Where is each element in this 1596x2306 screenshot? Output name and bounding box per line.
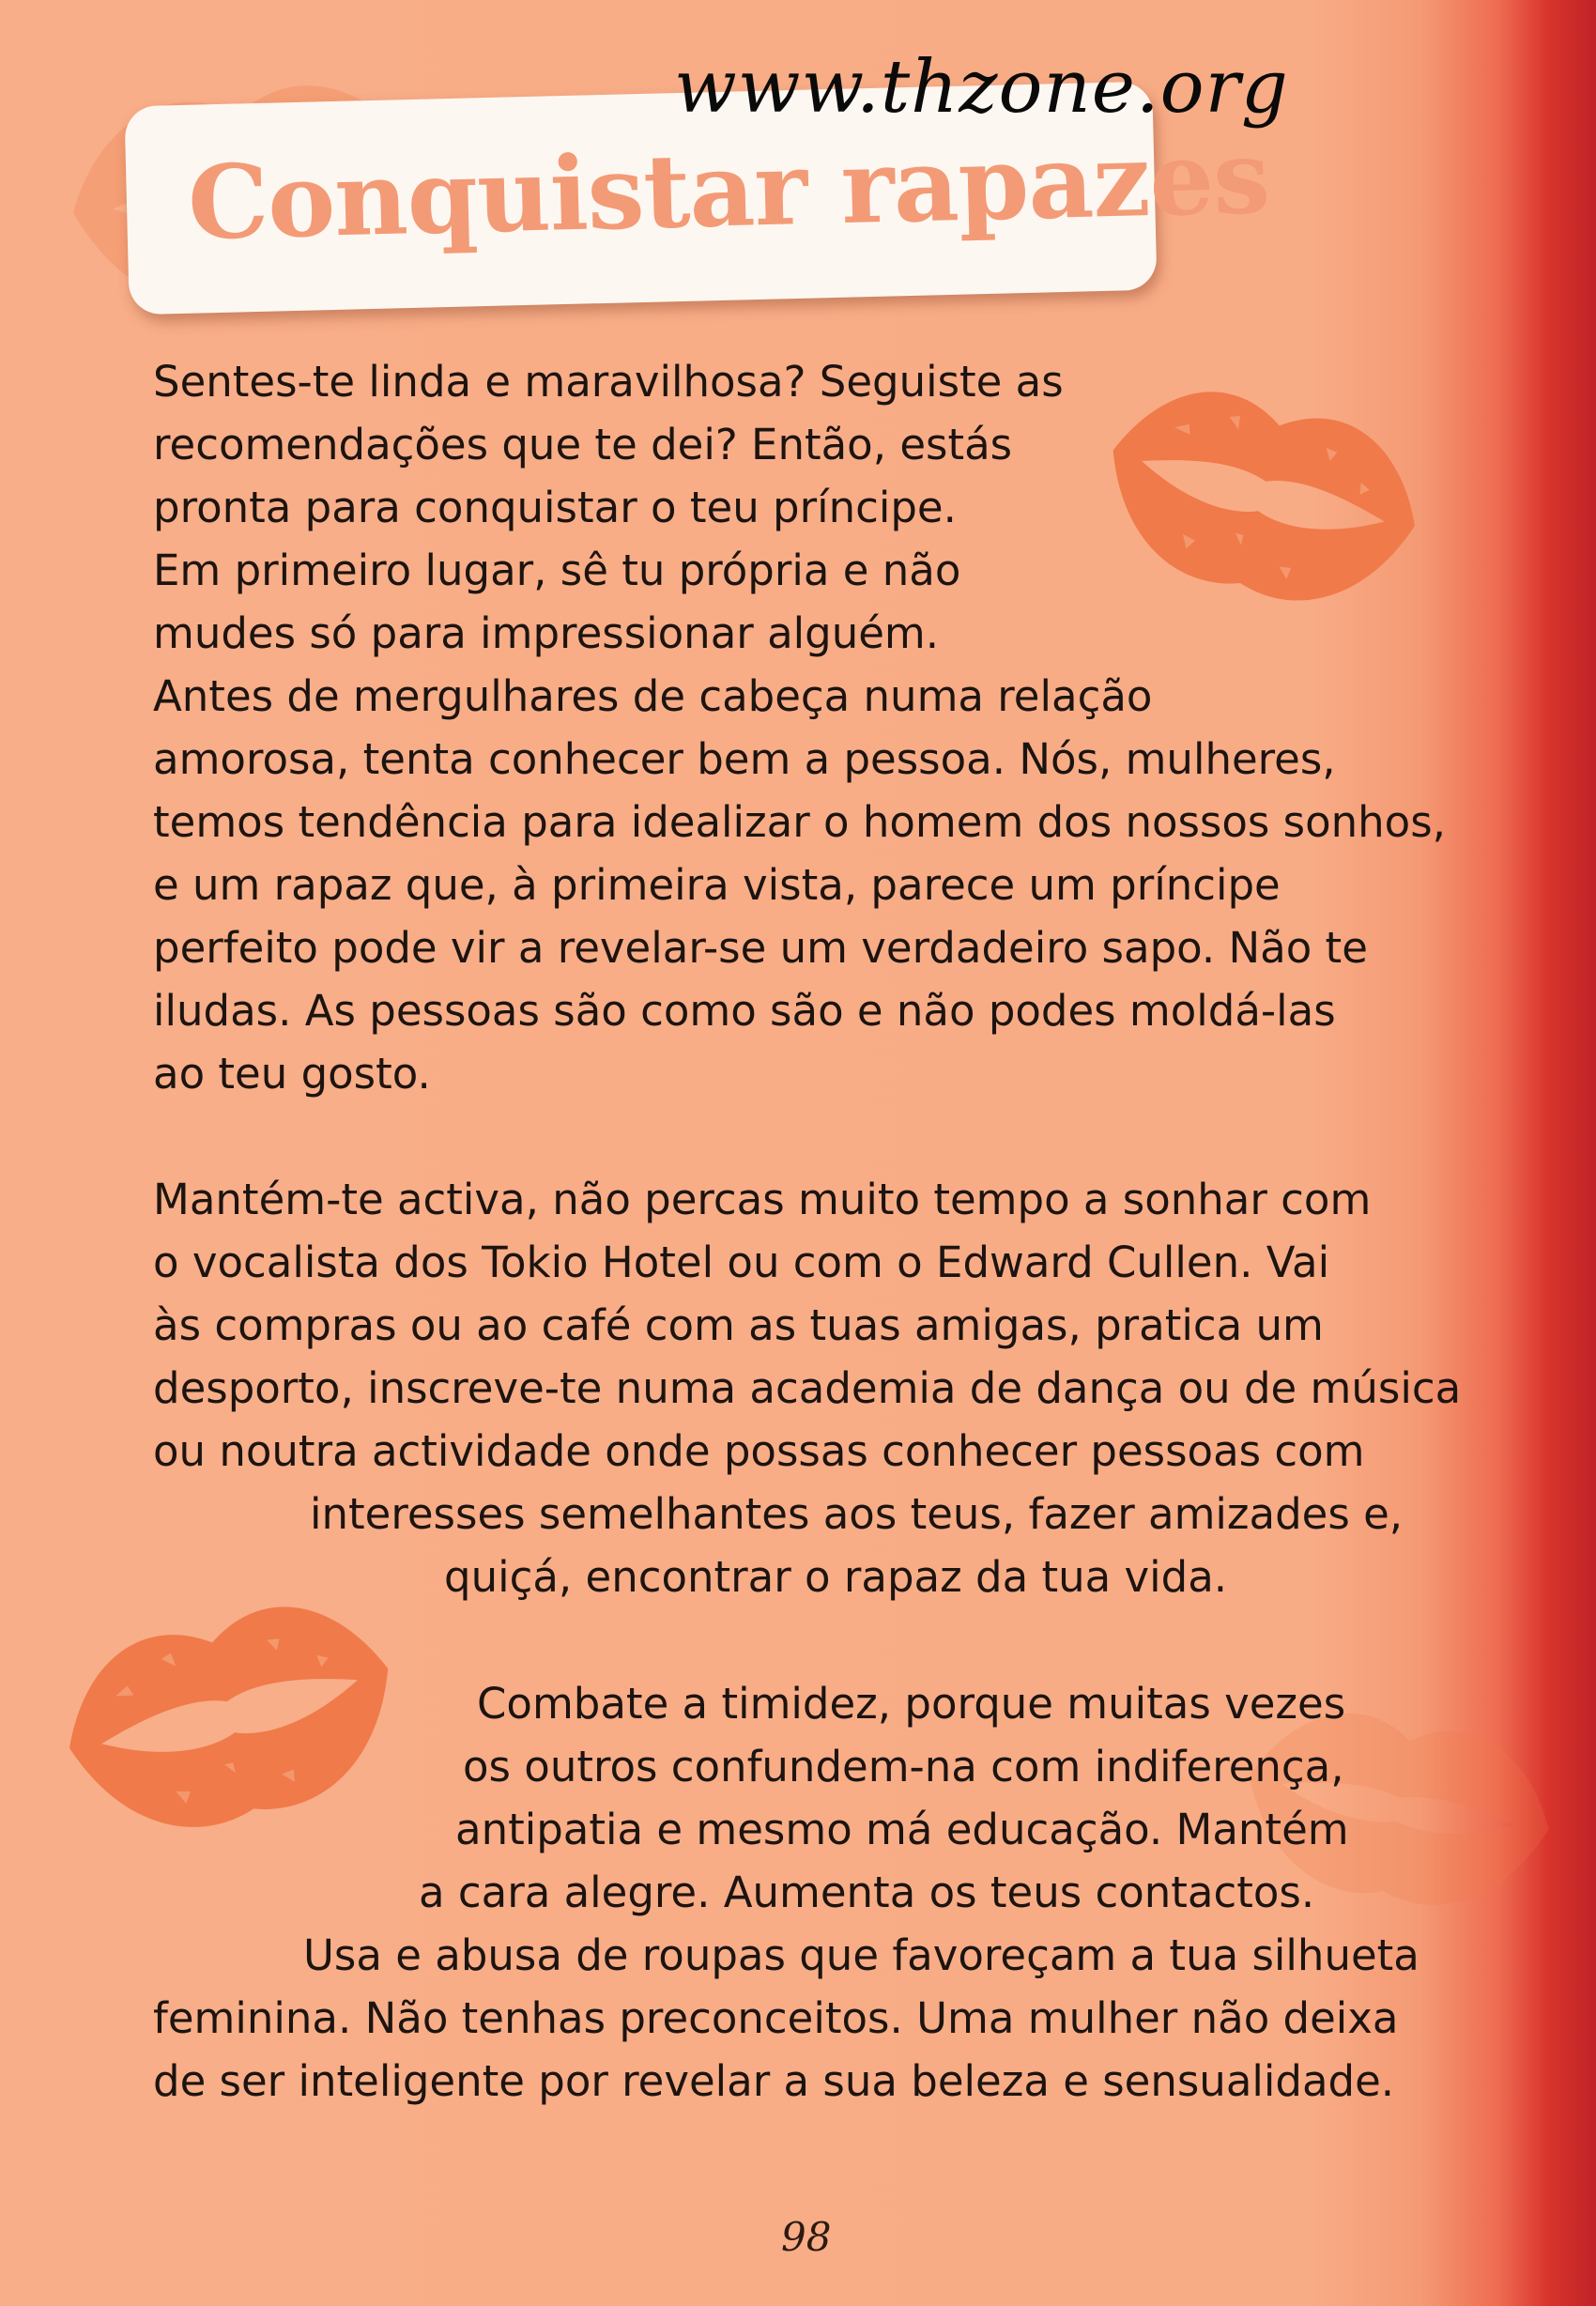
text-line: de ser inteligente por revelar a sua beleza e sensualidade. <box>153 2056 1395 2106</box>
text-line: Sentes-te linda e maravilhosa? Seguiste as <box>153 357 1064 407</box>
text-line: desporto, inscreve-te numa academia de dança ou de música <box>153 1363 1462 1413</box>
text-line: mudes só para impressionar alguém. <box>153 608 940 658</box>
text-line: pronta para conquistar o teu príncipe. <box>153 483 957 532</box>
text-line: a cara alegre. Aumenta os teus contactos. <box>419 1868 1315 1917</box>
text-line: Mantém-te activa, não percas muito tempo a sonhar com <box>153 1175 1372 1224</box>
text-line: e um rapaz que, à primeira vista, parece um príncipe <box>153 860 1281 910</box>
text-line: amorosa, tenta conhecer bem a pessoa. Nós, mulheres, <box>153 734 1336 784</box>
text-line: às compras ou ao café com as tuas amigas, pratica um <box>153 1300 1324 1350</box>
text-line: feminina. Não tenhas preconceitos. Uma mulher não deixa <box>153 1993 1399 2043</box>
text-line: Antes de mergulhares de cabeça numa relação <box>153 671 1153 721</box>
text-line: interesses semelhantes aos teus, fazer amizades e, <box>310 1489 1404 1539</box>
paragraph-2 <box>153 1168 1461 1608</box>
text-line: Combate a timidez, porque muitas vezes <box>477 1679 1346 1729</box>
text-line: recomendações que te dei? Então, estás <box>153 420 1013 469</box>
text-line: o vocalista dos Tokio Hotel ou com o Edward Cullen. Vai <box>153 1238 1330 1287</box>
text-line: ou noutra actividade onde possas conhecer pessoas com <box>153 1426 1365 1476</box>
text-line: quiçá, encontrar o rapaz da tua vida. <box>444 1552 1228 1602</box>
text-line: iludas. As pessoas são como são e não podes moldá-las <box>153 986 1336 1036</box>
page-number: 98 <box>781 2214 832 2260</box>
text-line: temos tendência para idealizar o homem dos nossos sonhos, <box>153 797 1446 847</box>
text-line: Usa e abusa de roupas que favoreçam a tua silhueta <box>303 1930 1420 1980</box>
text-line: antipatia e mesmo má educação. Mantém <box>455 1805 1349 1854</box>
watermark: www.thzone.org <box>674 45 1289 130</box>
text-line: os outros confundem-na com indiferença, <box>463 1742 1344 1791</box>
paragraph-1 <box>153 350 1446 1105</box>
paragraph-3 <box>153 1672 1420 2113</box>
page-title: Conquistar rapazes <box>186 117 1271 264</box>
text-line: Em primeiro lugar, sê tu própria e não <box>153 546 961 595</box>
text-line: ao teu gosto. <box>153 1049 431 1099</box>
text-line: perfeito pode vir a revelar-se um verdadeiro sapo. Não te <box>153 923 1368 973</box>
